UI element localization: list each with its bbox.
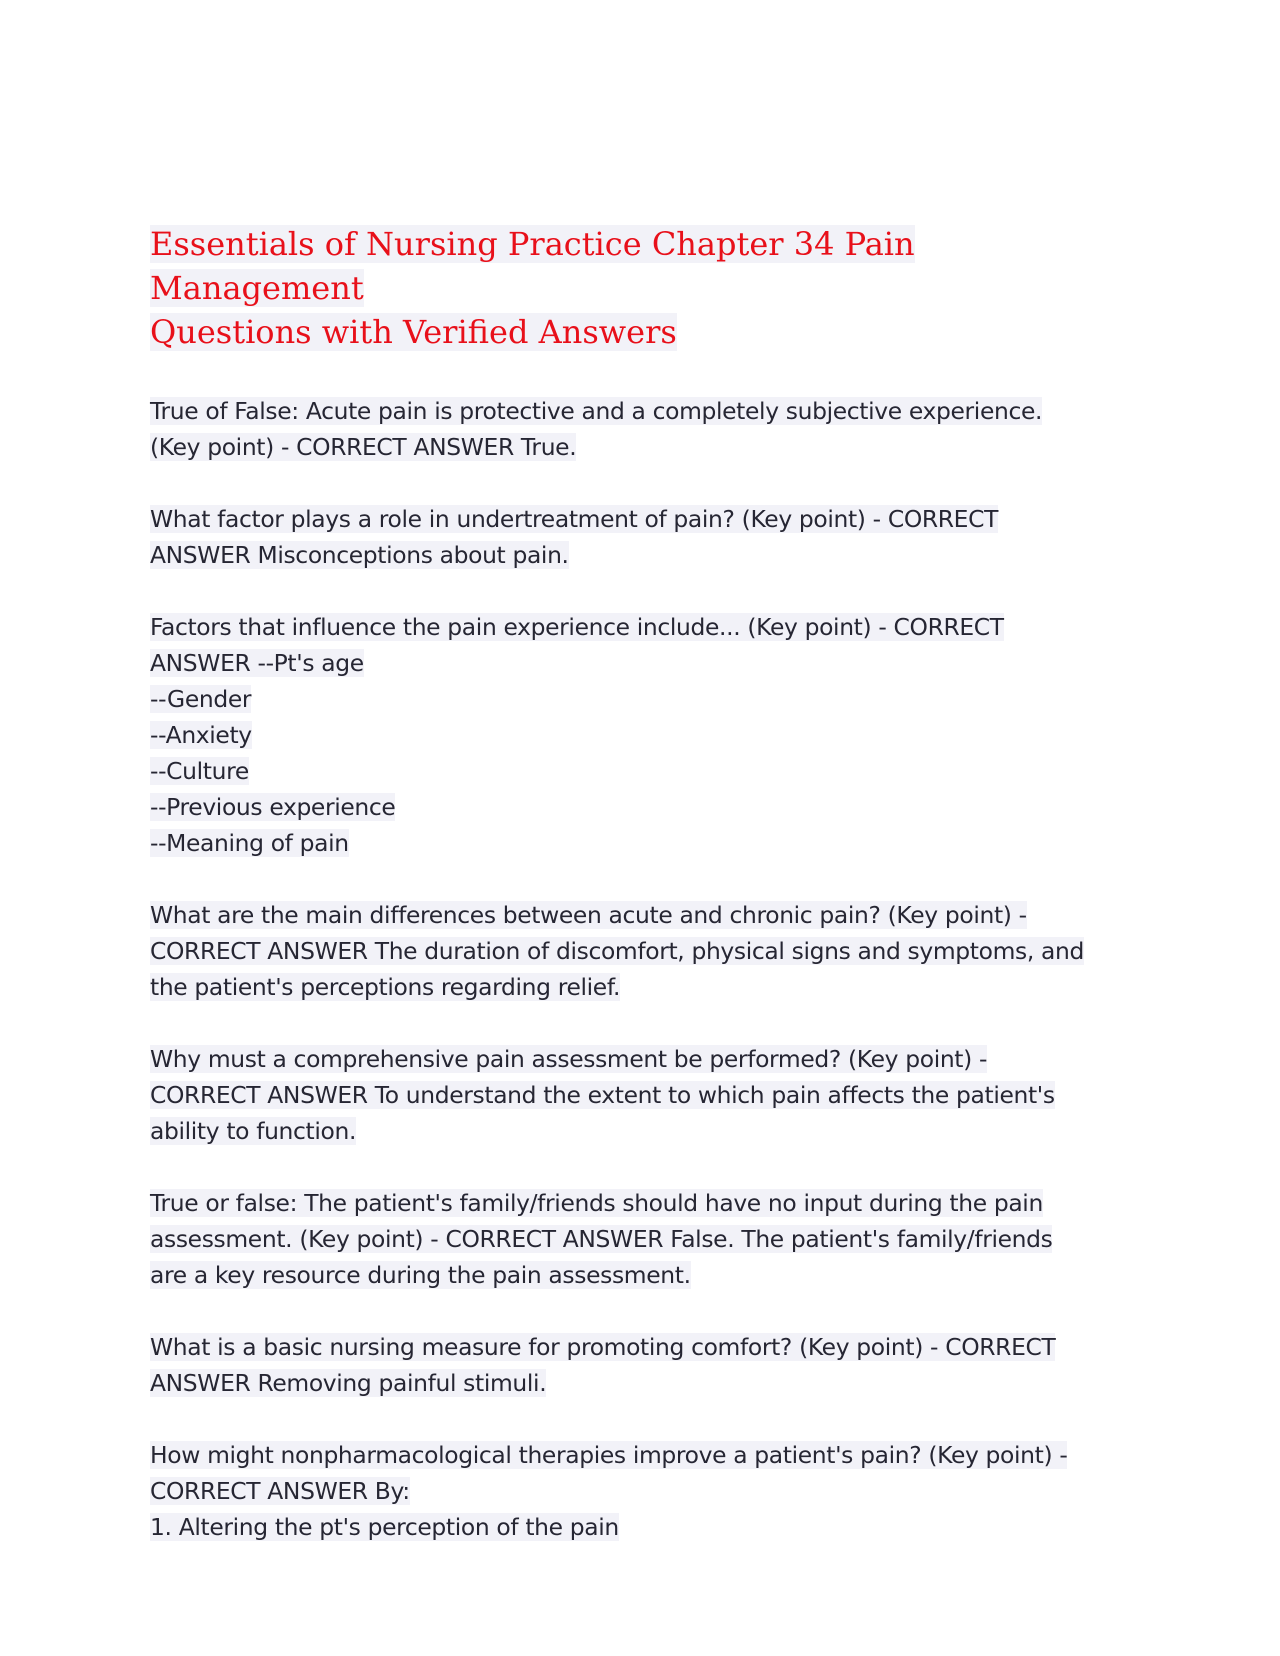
qa-line xyxy=(150,933,1120,969)
qa-line xyxy=(150,897,1120,933)
qa-text: --Meaning of pain xyxy=(150,829,349,857)
qa-line xyxy=(150,537,1120,573)
qa-line xyxy=(150,1113,1120,1149)
document-title xyxy=(150,222,1120,354)
qa-text: CORRECT ANSWER The duration of discomfort, physical signs and symptoms, and xyxy=(150,937,1084,965)
qa-line xyxy=(150,1257,1120,1293)
qa-line xyxy=(150,1473,1120,1509)
qa-line xyxy=(150,789,1120,825)
title-line: Essentials of Nursing Practice Chapter 34 Pain Management xyxy=(150,225,915,307)
qa-text: --Previous experience xyxy=(150,793,396,821)
qa-line xyxy=(150,1221,1120,1257)
qa-item xyxy=(150,393,1120,465)
qa-line xyxy=(150,1437,1120,1473)
qa-line xyxy=(150,825,1120,861)
qa-line xyxy=(150,1041,1120,1077)
qa-text: What factor plays a role in undertreatment of pain? (Key point) - CORRECT xyxy=(150,505,999,533)
qa-line xyxy=(150,681,1120,717)
document-body xyxy=(150,222,1120,1581)
qa-text: What are the main differences between acute and chronic pain? (Key point) - xyxy=(150,901,1027,929)
qa-line xyxy=(150,501,1120,537)
qa-line xyxy=(150,1077,1120,1113)
qa-item xyxy=(150,501,1120,573)
qa-item xyxy=(150,1437,1120,1545)
qa-line xyxy=(150,1509,1120,1545)
qa-item xyxy=(150,1185,1120,1293)
qa-text: ANSWER Misconceptions about pain. xyxy=(150,541,569,569)
qa-text: Why must a comprehensive pain assessment be performed? (Key point) - xyxy=(150,1045,988,1073)
qa-line xyxy=(150,717,1120,753)
qa-text: the patient's perceptions regarding relief. xyxy=(150,973,621,1001)
qa-line xyxy=(150,429,1120,465)
qa-text: assessment. (Key point) - CORRECT ANSWER False. The patient's family/friends xyxy=(150,1225,1053,1253)
qa-text: --Culture xyxy=(150,757,249,785)
qa-text: 1. Altering the pt's perception of the pain xyxy=(150,1513,619,1541)
qa-line xyxy=(150,1329,1120,1365)
qa-text: What is a basic nursing measure for promoting comfort? (Key point) - CORRECT xyxy=(150,1333,1056,1361)
qa-text: --Anxiety xyxy=(150,721,252,749)
qa-item xyxy=(150,897,1120,1005)
qa-text: CORRECT ANSWER By: xyxy=(150,1477,410,1505)
qa-line xyxy=(150,609,1120,645)
qa-text: CORRECT ANSWER To understand the extent to which pain affects the patient's xyxy=(150,1081,1055,1109)
qa-item xyxy=(150,1041,1120,1149)
qa-list xyxy=(150,393,1120,1545)
qa-text: True of False: Acute pain is protective and a completely subjective experience. xyxy=(150,397,1043,425)
qa-item xyxy=(150,1329,1120,1401)
qa-text: are a key resource during the pain assessment. xyxy=(150,1261,691,1289)
qa-line xyxy=(150,753,1120,789)
qa-line xyxy=(150,969,1120,1005)
qa-text: ability to function. xyxy=(150,1117,357,1145)
qa-text: How might nonpharmacological therapies improve a patient's pain? (Key point) - xyxy=(150,1441,1068,1469)
qa-line xyxy=(150,1185,1120,1221)
qa-text: (Key point) - CORRECT ANSWER True. xyxy=(150,433,577,461)
qa-line xyxy=(150,645,1120,681)
qa-text: True or false: The patient's family/friends should have no input during the pain xyxy=(150,1189,1043,1217)
qa-text: --Gender xyxy=(150,685,252,713)
qa-text: Factors that influence the pain experience include... (Key point) - CORRECT xyxy=(150,613,1004,641)
qa-text: ANSWER Removing painful stimuli. xyxy=(150,1369,547,1397)
qa-line xyxy=(150,1365,1120,1401)
qa-item xyxy=(150,609,1120,861)
title-line: Questions with Verified Answers xyxy=(150,313,677,351)
qa-text: ANSWER --Pt's age xyxy=(150,649,364,677)
qa-line xyxy=(150,393,1120,429)
